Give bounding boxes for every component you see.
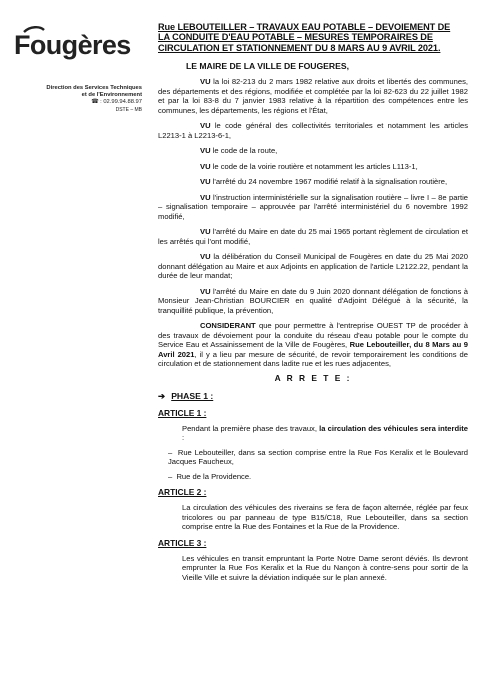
vu-lead: VU <box>200 192 211 202</box>
considerant-text-after: , il y a lieu par mesure de sécurité, de revoir temporairement les conditions de circulation et de stationnement dans ladite rue et les rues adjacentes, <box>158 349 468 369</box>
vu-text: la loi 82-213 du 2 mars 1982 relative aux droits et libertés des communes, des départements et des régions, modifiée et complétée par la loi 82-623 du 22 juillet 1982 et par la loi 83-8 du 7 janvier 1983 relative à la répartition des compétences entre les communes, les départements, les régions et l'État, <box>158 77 468 115</box>
vu-lead: VU <box>200 121 211 131</box>
article1-bullet: – Rue de la Providence. <box>168 471 252 481</box>
article3-title: ARTICLE 3 : <box>158 537 207 548</box>
vu-paragraph <box>158 252 468 281</box>
vu-text: l'arrêté du Maire en date du 25 mai 1965 portant règlement de circulation et les arrêtés qui l'ont modifié, <box>158 227 468 246</box>
article1-intro <box>158 424 468 443</box>
vu-text: le code de la voirie routière et notamment les articles L113-1, <box>212 161 418 171</box>
article1-title: ARTICLE 1 : <box>158 407 207 418</box>
service-line2: et de l'Environnement <box>81 92 142 99</box>
arrow-right-icon: ➔ <box>158 390 166 401</box>
document-title <box>158 22 468 53</box>
considerant-text-before: que pour permettre à l'entreprise OUEST TP de procéder à des travaux de dévoiement pour la conduite du réseau d'eau potable pour le compte du Service Eau et Assainissement de la Ville de Fougères, <box>158 321 468 350</box>
considerant-bold: Rue Lebouteiller, du 8 Mars au 9 Avril 2021 <box>158 340 468 359</box>
vu-lead: VU <box>200 177 211 187</box>
vu-paragraph <box>158 121 468 140</box>
vu-paragraph <box>158 287 468 316</box>
vu-paragraph <box>158 177 468 187</box>
vu-lead: VU <box>200 227 211 237</box>
document-body <box>158 22 468 582</box>
sidebar <box>0 0 150 700</box>
vu-lead: VU <box>200 161 211 171</box>
vu-paragraph <box>158 227 468 246</box>
maire-heading: LE MAIRE DE LA VILLE DE FOUGERES, <box>186 61 349 72</box>
service-ref: DSTE – MB <box>115 106 142 113</box>
article2-text: La circulation des véhicules des riverains se fera de façon alternée, réglée par feux tricolores ou par panneau de type B15/C18, Rue Lebouteiller, dans sa section comprise entre la Rue des Fontaines et la Rue de la Providence. <box>182 503 468 532</box>
vu-text: l'instruction interministérielle sur la signalisation routière – livre I – 8e partie – signalisation temporaire – approuvée par l'arrêté interministériel du 6 novembre 1992 modifié, <box>158 192 468 221</box>
fougeres-logo <box>14 26 142 66</box>
vu-text: l'arrêté du Maire en date du 9 Juin 2020 donnant délégation de fonctions à Monsieur Jean-Christian BOURCIER en qualité d'Adjoint Délégué à la sécurité, la tranquillité publique, la prévention, <box>158 286 468 315</box>
vu-lead: VU <box>200 252 211 262</box>
considerant-lead: CONSIDERANT <box>200 321 256 331</box>
article1-bullet: – Rue Lebouteiller, dans sa section comprise entre la Rue Fos Keralix et le Boulevard Jacques Faucheux, <box>168 447 468 467</box>
title-line1: Rue LEBOUTEILLER – TRAVAUX EAU POTABLE – DEVOIEMENT DE <box>158 22 451 32</box>
article1-bold: la circulation des véhicules sera interdite <box>319 423 468 433</box>
vu-paragraph <box>158 193 468 222</box>
vu-text: le code général des collectivités territoriales et notamment les articles L2213-1 à L2213-6-1, <box>158 121 468 140</box>
considerants-list <box>158 77 468 315</box>
article1-intro-text: Pendant la première phase des travaux, <box>182 423 317 433</box>
vu-paragraph <box>158 146 468 156</box>
article1-intro-end: : <box>182 433 185 443</box>
vu-paragraph <box>158 162 468 172</box>
article1-bullet-text: Rue Lebouteiller, dans sa section comprise entre la Rue Fos Keralix et le Boulevard Jacques Faucheux, <box>168 447 468 467</box>
vu-lead: VU <box>200 77 211 87</box>
vu-paragraph <box>158 77 468 115</box>
article1-bullet-text: Rue de la Providence. <box>176 471 252 481</box>
service-line1: Direction des Services Techniques <box>46 85 142 91</box>
article2-title: ARTICLE 2 : <box>158 487 207 498</box>
service-block <box>4 85 142 114</box>
logo-text: Fougères <box>14 30 131 60</box>
vu-text: le code de la route, <box>212 146 278 156</box>
phase-heading <box>158 391 468 402</box>
arrete-heading: A R R E T E : <box>274 372 352 383</box>
service-phone: ☎ : 02.99.94.88.97 <box>91 99 142 106</box>
title-line2: LA CONDUITE D'EAU POTABLE – MESURES TEMPORAIRES DE <box>158 32 433 43</box>
vu-text: l'arrêté du 24 novembre 1967 modifié relatif à la signalisation routière, <box>212 177 448 187</box>
article3-text: Les véhicules en transit empruntant la Porte Notre Dame seront déviés. Ils devront emprunter la Rue Fos Keralix et la Rue du Nançon à contre-sens pour sortir de la Vieille Ville et suivre la déviation indiquée sur le plan annexé. <box>182 553 468 582</box>
vu-lead: VU <box>200 146 211 156</box>
vu-text: la délibération du Conseil Municipal de Fougères en date du 25 Mai 2020 donnant délégation au Maire et aux Adjoints en application de l'article L2122.22, pendant la durée de leur mandat; <box>158 252 468 281</box>
vu-lead: VU <box>200 286 211 296</box>
phase-label: PHASE 1 : <box>171 390 214 401</box>
considerant-paragraph <box>158 321 468 369</box>
title-line3: CIRCULATION ET STATIONNEMENT DU 8 MARS AU 9 AVRIL 2021. <box>158 42 441 53</box>
